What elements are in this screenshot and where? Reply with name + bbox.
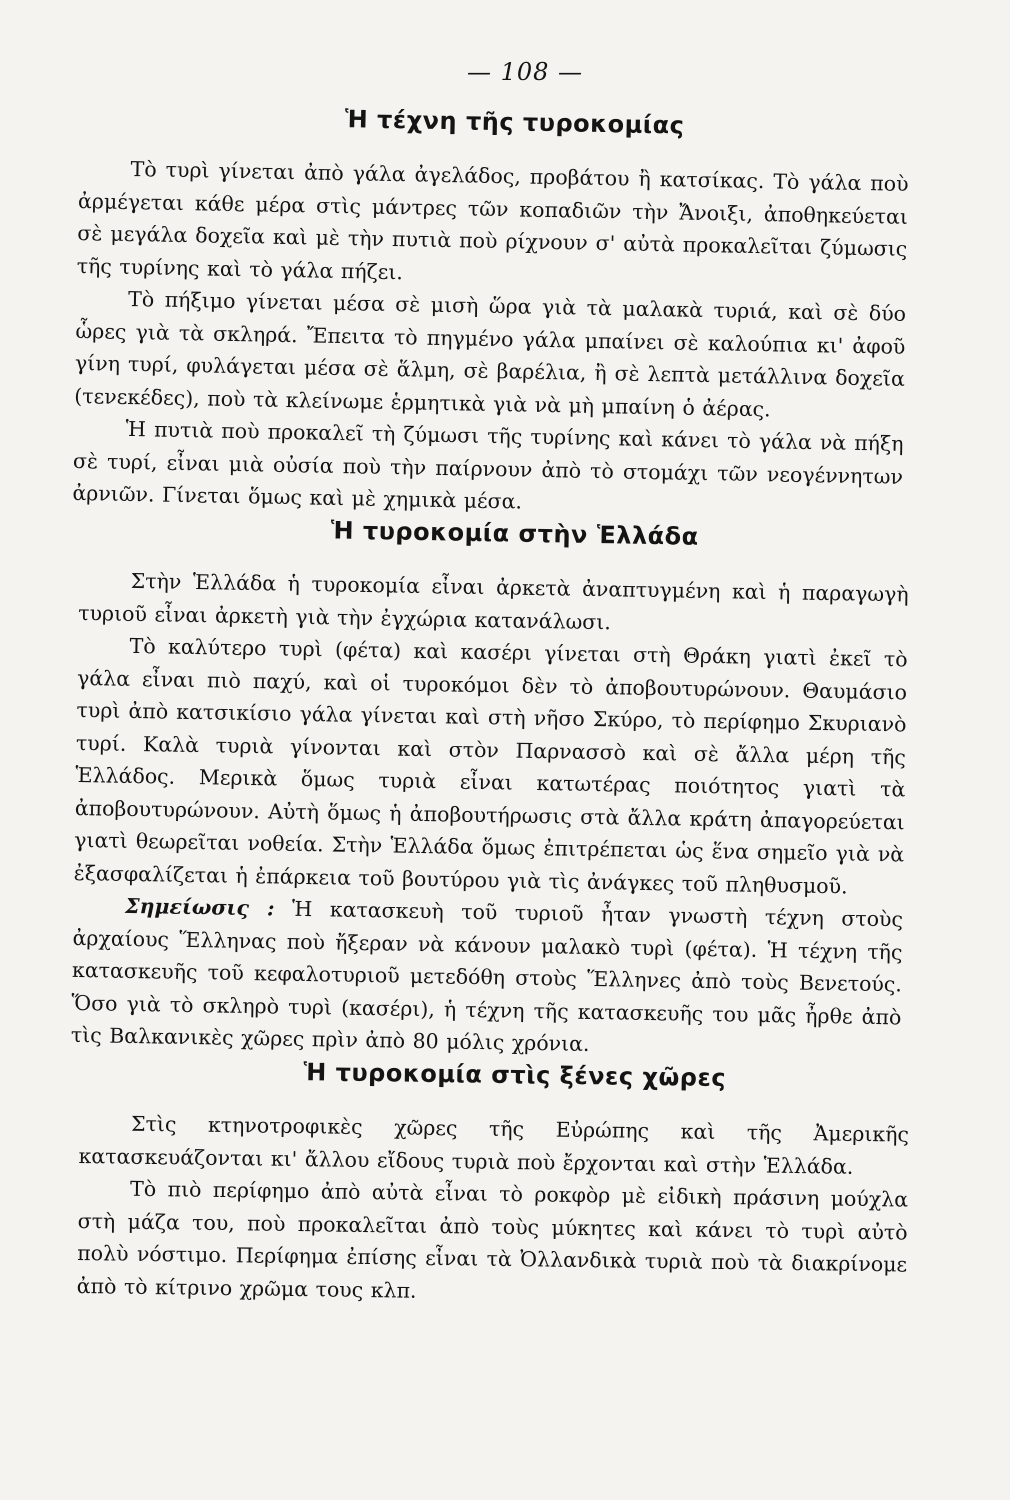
section-title: Ἡ τέχνη τῆς τυροκομίας [344, 105, 685, 140]
section-title: Ἡ τυροκομία στὴν Ἑλλάδα [330, 515, 699, 551]
note-text: Ἡ κατασκευὴ τοῦ τυριοῦ ἦταν γνωστὴ τέχνη στοὺς ἀρχαίους Ἕλληνας ποὺ ἤξεραν νὰ κάνουν μαλακὸ τυρὶ (φέτα). Ἡ τέχνη τῆς κατασκευῆς τοῦ κεφαλοτυριοῦ μετεδόθη στοὺς Ἕλληνες ἀπὸ τοὺς Βενετούς. Ὅσο γιὰ τὸ σκληρὸ τυρὶ (κασέρι), ἡ τέχνη τῆς κατασκευῆς του μᾶς ἦρθε ἀπὸ τὶς Βαλκανικὲς χῶρες πρὶν ἀπὸ 80 μόλις χρόνια. [70, 896, 904, 1056]
section-cheesemaking-greece [71, 512, 910, 1066]
paragraph: Τὸ καλύτερο τυρὶ (φέτα) καὶ κασέρι γίνεται στὴ Θράκη γιατὶ ἐκεῖ τὸ γάλα εἶναι πιὸ παχύ, καὶ οἱ τυροκόμοι δὲν τὸ ἀποβουτυρώνουν. Θαυμάσιο τυρὶ ἀπὸ κατσικίσιο γάλα γίνεται καὶ στὴ νῆσο Σκύρο, τὸ περίφημο Σκυριανὸ τυρί. Καλὰ τυριὰ γίνονται καὶ στὸν Παρνασσὸ καὶ σὲ ἄλλα μέρη τῆς Ἑλλάδος. Μερικὰ ὅμως τυριὰ εἶναι κατωτέρας ποιότητος γιατὶ τὰ ἀποβουτυρώνουν. Αὐτὴ ὅμως ἡ ἀποβουτήρωσις στὰ ἄλλα κράτη ἀπαγορεύεται γιατὶ θεωρεῖται νοθεία. Στὴν Ἑλλάδα ὅμως ἐπιτρέπεται ὡς ἕνα σημεῖο γιὰ νὰ ἐξασφαλίζεται ἡ ἐπάρκεια τοῦ βουτύρου γιὰ τὶς ἀνάγκες τοῦ πληθυσμοῦ. [73, 633, 908, 898]
paragraph: Ἡ πυτιὰ ποὺ προκαλεῖ τὴ ζύμωσι τῆς τυρίνης καὶ κάνει τὸ γάλα νὰ πήξη σὲ τυρί, εἶναι μιὰ οὐσία ποὺ τὴν παίρνουν ἀπὸ τὸ στομάχι τῶν νεογέννητων ἀρνιῶν. Γίνεται ὅμως καὶ μὲ χημικὰ μέσα. [72, 416, 904, 514]
paragraph: Τὸ πήξιμο γίνεται μέσα σὲ μισὴ ὥρα γιὰ τὰ μαλακὰ τυριά, καὶ σὲ δύο ὧρες γιὰ τὰ σκληρά. Ἔπειτα τὸ πηγμένο γάλα μπαίνει σὲ καλούπια κι' ἀφοῦ γίνη τυρί, φυλάγεται μέσα σὲ ἅλμη, σὲ βαρέλια, ἢ σὲ λεπτὰ μετάλλινα δοχεῖα (τενεκέδες), ποὺ τὰ κλείνωμε ἑρμητικὰ γιὰ νὰ μὴ μπαίνη ὁ ἀέρας. [74, 286, 907, 421]
section-cheesemaking-abroad [77, 1055, 910, 1314]
page-number: — 108 — [466, 58, 584, 86]
section-cheesemaking-art [72, 100, 910, 525]
section-title: Ἡ τυροκομία στὶς ξένες χῶρες [303, 1058, 727, 1093]
paragraph: Τὸ πιὸ περίφημο ἀπὸ αὐτὰ εἶναι τὸ ροκφὸρ μὲ εἰδικὴ πράσινη μούχλα στὴ μάζα του, ποὺ προκαλεῖται ἀπὸ τοὺς μύκητες καὶ κάνει τὸ τυρὶ αὐτὸ πολὺ νόστιμο. Περίφημα ἐπίσης εἶναι τὰ Ὀλλανδικὰ τυριὰ ποὺ τὰ διακρίνομε ἀπὸ τὸ κίτρινο χρῶμα τους κλπ. [76, 1176, 909, 1303]
note-paragraph [71, 888, 904, 1065]
paragraph: Τὸ τυρὶ γίνεται ἀπὸ γάλα ἀγελάδος, προβάτου ἢ κατσίκας. Τὸ γάλα ποὺ ἀρμέγεται κάθε μέρα στὶς μάντρες τῶν κοπαδιῶν τὴν Ἄνοιξι, ἀποθηκεύεται σὲ μεγάλα δοχεῖα καὶ μὲ τὴν πυτιὰ ποὺ ρίχνουν σ' αὐτὰ προκαλεῖται ζύμωσις τῆς τυρίνης καὶ τὸ γάλα πήζει. [76, 156, 909, 284]
paragraph: Στὶς κτηνοτροφικὲς χῶρες τῆς Εὐρώπης καὶ τῆς Ἀμερικῆς κατασκευάζονται κι' ἄλλου εἴδους τυριὰ ποὺ ἔρχονται καὶ στὴν Ἑλλάδα. [78, 1111, 910, 1179]
note-label: Σημείωσις : [124, 893, 275, 920]
paragraph: Στὴν Ἑλλάδα ἡ τυροκομία εἶναι ἀρκετὰ ἀναπτυγμένη καὶ ἡ παραγωγὴ τυριοῦ εἶναι ἀρκετὴ γιὰ τὴν ἐγχώρια κατανάλωσι. [78, 568, 909, 634]
